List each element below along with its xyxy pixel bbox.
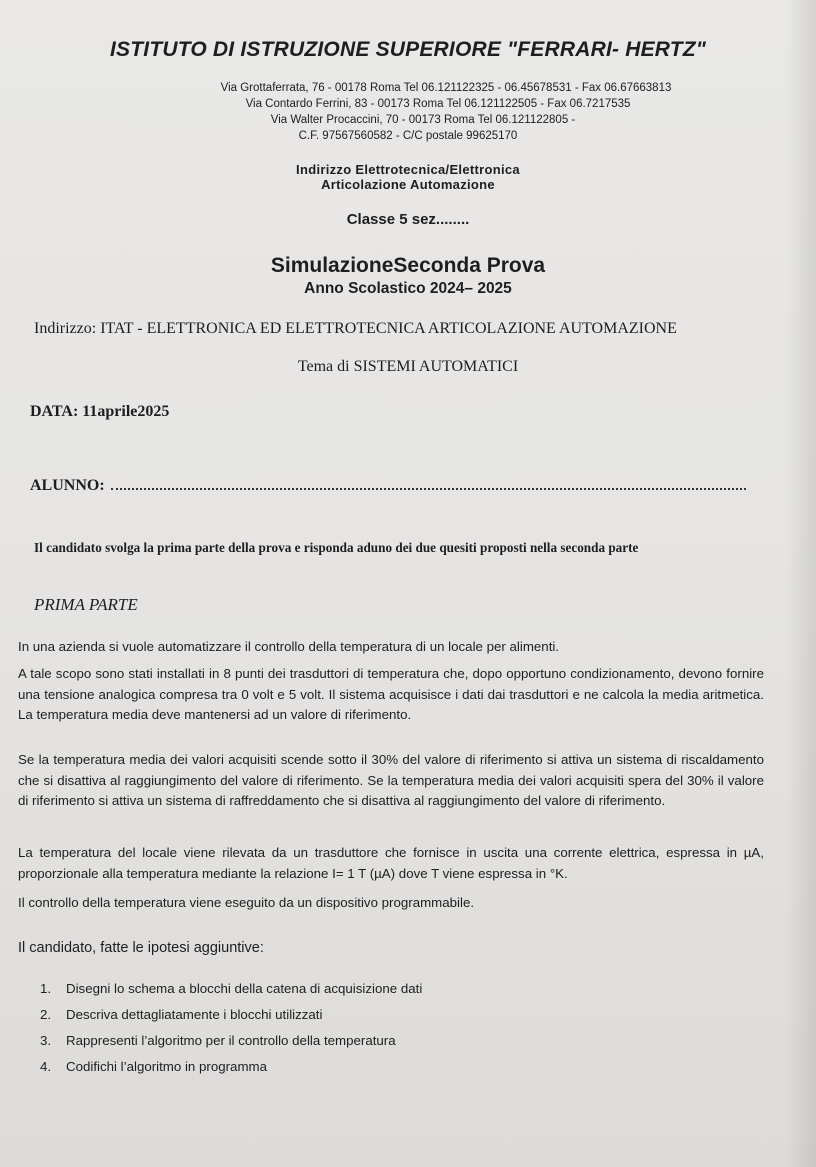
paragraph: La temperatura del locale viene rilevata da un trasduttore che fornisce in uscita una corrente elettrica, espressa in µA, proporzionale alla temperatura mediante la relazione I= 1 T (µA) dove T viene espressa in °K.	[18, 845, 764, 881]
section-heading: PRIMA PARTE	[34, 595, 138, 614]
articolazione-header: Articolazione Automazione	[321, 177, 495, 192]
list-item	[40, 1033, 422, 1059]
address-line: Via Contardo Ferrini, 83 - 00173 Roma Tel 06.121122505 - Fax 06.7217535	[245, 98, 631, 110]
address-line: C.F. 97567560582 - C/C postale 99625170	[298, 130, 518, 142]
paragraph: Il candidato, fatte le ipotesi aggiuntive:	[18, 940, 264, 956]
list-item-number: 3.	[40, 1033, 52, 1048]
dotted-line	[111, 476, 746, 490]
paragraph: Se la temperatura media dei valori acquisiti scende sotto il 30% del valore di riferimento si attiva un sistema di riscaldamento che si disattiva al raggiungimento del valore di riferimento. Se la temperatura media dei valori acquisiti spera del 30% il valore di riferimento si attiva un sistema di raffreddamento che si disattiva al raggiungimento del valore di riferimento.	[18, 752, 764, 808]
exam-indirizzo: Indirizzo: ITAT - ELETTRONICA ED ELETTROTECNICA ARTICOLAZIONE AUTOMAZIONE	[34, 320, 677, 337]
address-line: Via Walter Procaccini, 70 - 00173 Roma Tel 06.121122805 -	[270, 114, 576, 126]
student-label: ALUNNO:	[30, 477, 105, 494]
list-item	[40, 1059, 422, 1085]
list-item-text: Descriva dettagliatamente i blocchi utilizzati	[66, 1007, 323, 1022]
list-item-text: Codifichi l’algoritmo in programma	[66, 1059, 268, 1074]
student-name-field	[30, 476, 746, 495]
school-year: Anno Scolastico 2024– 2025	[304, 280, 512, 297]
classe-label: Classe 5 sez........	[346, 211, 470, 228]
paragraph: Il controllo della temperatura viene eseguito da un dispositivo programmabile.	[18, 895, 475, 910]
paragraph: A tale scopo sono stati installati in 8 punti dei trasduttori di temperatura che, dopo opportuno condizionamento, devono fornire una tensione analogica compresa tra 0 volt e 5 volt. Il sistema acquisisce i dati dai trasduttori e ne calcola la media aritmetica. La temperatura media deve mantenersi ad un valore di riferimento.	[18, 666, 764, 722]
page-title: SimulazioneSeconda Prova	[270, 254, 546, 277]
exam-tema: Tema di SISTEMI AUTOMATICI	[297, 358, 519, 375]
instructions: Il candidato svolga la prima parte della prova e risponda aduno dei due quesiti proposti nella seconda parte	[34, 540, 639, 555]
address-line: Via Grottaferrata, 76 - 00178 Roma Tel 06.121122325 - 06.45678531 - Fax 06.67663813	[220, 82, 672, 94]
school-name: ISTITUTO DI ISTRUZIONE SUPERIORE "FERRARI- HERTZ"	[110, 38, 706, 61]
exam-date: DATA: 11aprile2025	[30, 403, 170, 420]
list-item-number: 1.	[40, 981, 52, 996]
indirizzo-header: Indirizzo Elettrotecnica/Elettronica	[296, 162, 520, 177]
list-item	[40, 1007, 422, 1033]
list-item-text: Rappresenti l’algoritmo per il controllo della temperatura	[66, 1033, 396, 1048]
list-item	[40, 981, 422, 1007]
task-list	[40, 981, 422, 1085]
paragraph: In una azienda si vuole automatizzare il controllo della temperatura di un locale per alimenti.	[18, 639, 560, 654]
list-item-number: 4.	[40, 1059, 52, 1074]
list-item-number: 2.	[40, 1007, 52, 1022]
list-item-text: Disegni lo schema a blocchi della catena di acquisizione dati	[66, 981, 423, 996]
